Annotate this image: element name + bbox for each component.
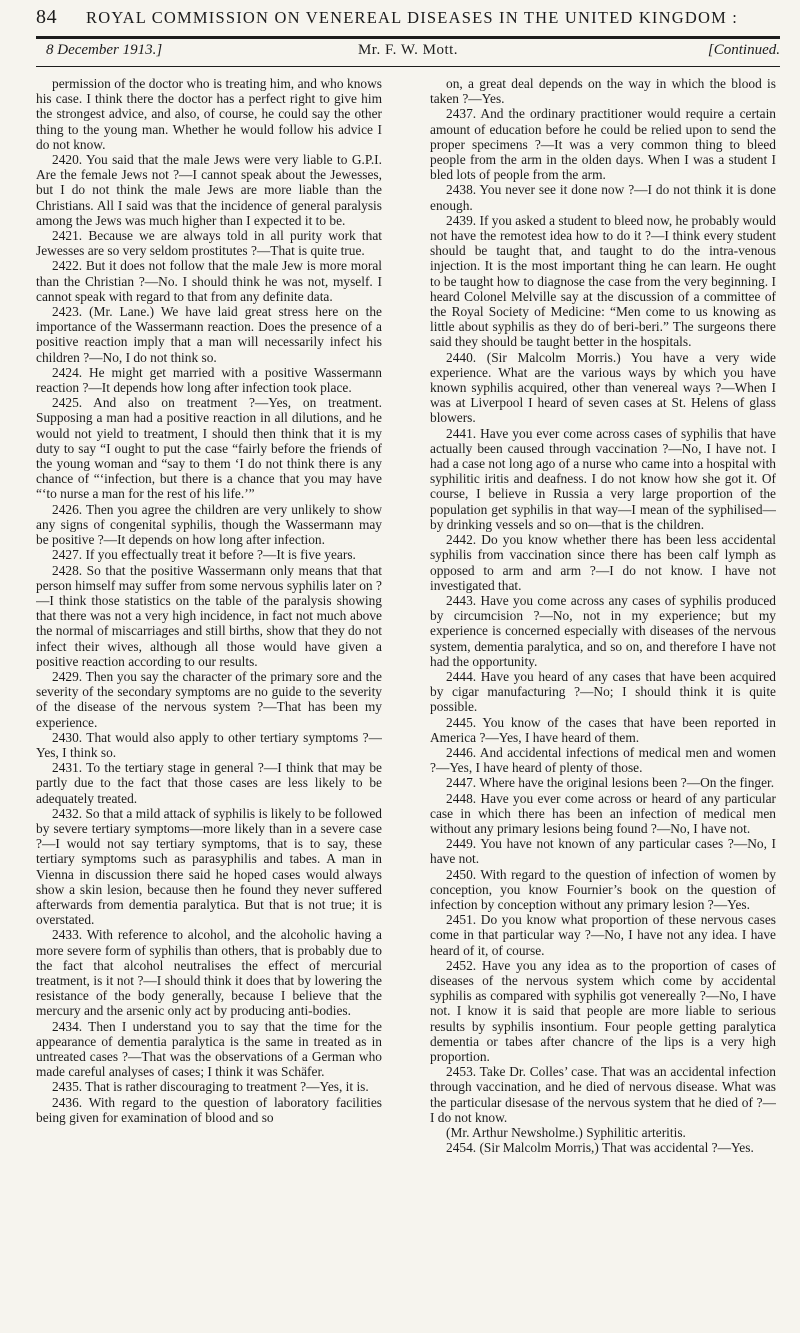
evidence-paragraph: 2426. Then you agree the children are very unlikely to show any signs of congenital syphilis, though the Wassermann may be positive ?—It depends on how long after infection.	[36, 501, 382, 548]
witness-name: Mr. F. W. Mott.	[357, 42, 459, 58]
left-column	[36, 76, 382, 1316]
evidence-paragraph: 2440. (Sir Malcolm Morris.) You have a very wide experience. What are the various ways by which you have known syphilis acquired, other than venereal ways ?—When I was at Liverpool I heard of seven cases at St. Helens of glass blowers.	[430, 349, 776, 426]
evidence-paragraph: 2424. He might get married with a positive Wassermann reaction ?—It depends how long after infection took place.	[36, 364, 382, 396]
sub-header-rule	[36, 66, 780, 67]
evidence-paragraph: 2453. Take Dr. Colles’ case. That was an accidental infection through vaccination, and he died of nervous disease. What was the particular disesase of the nervous system that he died of ?—I do not know.	[430, 1064, 776, 1125]
evidence-paragraph: 2431. To the tertiary stage in general ?—I think that may be partly due to the fact that those cases are less likely to be adequately treated.	[36, 760, 382, 806]
evidence-paragraph: 2436. With regard to the question of laboratory facilities being given for examination of blood and so	[36, 1094, 382, 1125]
evidence-paragraph: 2422. But it does not follow that the male Jew is more moral than the Christian ?—No. I should think he was not, myself. I cannot speak with regard to that from any definite data.	[36, 258, 382, 304]
sitting-date: 8 December 1913.]	[46, 42, 163, 58]
evidence-paragraph: on, a great deal depends on the way in which the blood is taken ?—Yes.	[430, 76, 776, 107]
evidence-paragraph: 2439. If you asked a student to bleed now, he probably would not have the remotest idea how to do it ?—I think every student should be taught that, and taught to do the intra-venous injection. It is the most important thing he can learn. He ought to be taught how to diagnose the case from the very beginning. I heard Colonel Melville say at the discussion of a committee of the Royal Society of Medicine: “Men come to us knowing as little about syphilis as they do of beri-beri.” The surgeons there said they should be taught better in the hospitals.	[430, 212, 776, 350]
evidence-paragraph: 2421. Because we are always told in all purity work that Jewesses are so very seldom prostitutes ?—That is quite true.	[36, 228, 382, 259]
header-rule	[36, 36, 780, 39]
evidence-paragraph: 2437. And the ordinary practitioner would require a certain amount of education before he could be relied upon to send the proper specimens ?—It was a very common thing to bleed people from the arm in the olden days. When I was a student I bled lots of people from the arm.	[430, 106, 776, 183]
evidence-paragraph: 2425. And also on treatment ?—Yes, on treatment. Supposing a man had a positive reaction in all dilutions, and he would not yield to treatment, I should then think that it is my duty to say “I ought to put the case “fairly before the friends of the young woman and “say to them ‘I do not think there is any chance of “‘infection, but there is a chance that you may have “‘to nurse a man for the rest of his life.’”	[36, 395, 382, 502]
evidence-paragraph: (Mr. Arthur Newsholme.) Syphilitic arteritis.	[446, 1125, 686, 1141]
evidence-paragraph: 2446. And accidental infections of medical men and women ?—Yes, I have heard of plenty of those.	[430, 744, 776, 776]
evidence-paragraph: 2434. Then I understand you to say that the time for the appearance of dementia paralytica is the same in treated as in untreated cases ?—That was the observations of a German who made careful analyses of cases; I think it was Schäfer.	[36, 1018, 382, 1080]
evidence-paragraph: 2429. Then you say the character of the primary sore and the severity of the secondary symptoms are no guide to the severity of the disease of the nervous system ?—That has been my experience.	[36, 668, 382, 730]
evidence-paragraph: 2447. Where have the original lesions been ?—On the finger.	[446, 775, 775, 791]
page-number: 84	[36, 6, 58, 28]
evidence-paragraph: 2443. Have you come across any cases of syphilis produced by circumcision ?—No, not in my experience; but my experience is concerned especially with diseases of the nervous system, dementia paralytica, and so on, and therefore I have not had the opportunity.	[430, 592, 776, 669]
continued-label: [Continued.	[707, 42, 780, 58]
evidence-paragraph: 2433. With reference to alcohol, and the alcoholic having a more severe form of syphilis than others, that is probably due to the fact that alcohol neutralises the effect of mercurial treatment, is it not ?—I should think it does that by lowering the resistance of the body generally, because I believe that the mercury and the arsenic only act by producing anti-bodies.	[36, 927, 382, 1019]
evidence-paragraph: 2451. Do you know what proportion of these nervous cases come in that particular way ?—No, I have not any idea. I have heard of it, of course.	[430, 912, 776, 958]
evidence-paragraph: 2441. Have you ever come across cases of syphilis that have actually been caused through vaccination ?—No, I have not. I had a case not long ago of a nurse who came into a hospital with syphilitic iritis and deafness. I do not know how she got it. Of course, I believe in Russia a very large proportion of the population get syphilis in that way—I mean of the syphilised—by drinking vessels and so on—that is the children.	[430, 425, 776, 532]
running-header	[36, 6, 780, 36]
evidence-paragraph: 2452. Have you any idea as to the proportion of cases of diseases of the nervous system which come by accidental syphilis as compared with syphilis got venereally ?—No, I have not. I know it is said that people are more liable to serious results by syphilis insontium. Four people getting paralytica dementia or tabes after chancre of the lips is a very high proportion.	[430, 957, 776, 1064]
evidence-paragraph: 2432. So that a mild attack of syphilis is likely to be followed by severe tertiary symptoms—more likely than in a severe case ?—I would not say tertiary symptoms, that is to say, these tertiary symptoms such as parasyphilis and tabes. A man in Vienna in discussion there said he hoped cases would always show a skin lesion, because then he found they never suffered afterwards from dementia paralytica. But that is not true; it is overstated.	[36, 805, 382, 928]
evidence-paragraph: 2420. You said that the male Jews were very liable to G.P.I. Are the female Jews not ?—I cannot speak about the Jewesses, but I do not think the male Jews are more liable than the Christians. All I said was that the incidence of general paralysis among the Jews was much higher than I expected it to be.	[36, 152, 382, 228]
evidence-paragraph: 2428. So that the positive Wassermann only means that that person himself may suffer from some nervous syphilis later on ?—I think those statistics on the table of the paralysis showing that there was not a very high incidence, in fact not much above the normal of miscarriages and still births, show that they do not infect their wives, although all those would have given a positive reaction according to our results.	[36, 562, 382, 669]
evidence-paragraph: 2430. That would also apply to other tertiary symptoms ?—Yes, I think so.	[36, 729, 382, 760]
evidence-paragraph: 2444. Have you heard of any cases that have been acquired by cigar manufacturing ?—No; I should think it is quite possible.	[430, 668, 776, 715]
sub-header	[36, 42, 780, 64]
evidence-paragraph: 2449. You have not known of any particular cases ?—No, I have not.	[430, 836, 776, 867]
evidence-paragraph: 2423. (Mr. Lane.) We have laid great stress here on the importance of the Wassermann reaction. Does the presence of a positive reaction imply that a man will necessarily infect his children ?—No, I do not think so.	[36, 304, 382, 365]
evidence-paragraph: 2438. You never see it done now ?—I do not think it is done enough.	[430, 182, 776, 213]
evidence-paragraph: 2442. Do you know whether there has been less accidental syphilis from vaccination since there has been calf lymph as opposed to arm and arm ?—I do not know. I have not investigated that.	[430, 532, 776, 593]
right-column	[430, 76, 776, 1316]
evidence-paragraph: permission of the doctor who is treating him, and who knows his case. I think there the doctor has a perfect right to give him the strongest advice, and also, of course, he could say the other thing to the young man. Whether he would follow his advice I do not know.	[36, 76, 382, 152]
evidence-paragraph: 2445. You know of the cases that have been reported in America ?—Yes, I have heard of them.	[430, 714, 776, 745]
evidence-paragraph: 2448. Have you ever come across or heard of any particular case in which there has been an infection of medical men without any primary lesions being found ?—No, I have not.	[430, 790, 776, 836]
evidence-paragraph: 2450. With regard to the question of infection of women by conception, you know Fournier’s book on the question of infection by conception without any primary lesion ?—Yes.	[430, 866, 776, 912]
evidence-paragraph: 2454. (Sir Malcolm Morris,) That was accidental ?—Yes.	[446, 1140, 754, 1156]
running-title: ROYAL COMMISSION ON VENEREAL DISEASES IN THE UNITED KINGDOM :	[86, 8, 739, 27]
evidence-paragraph: 2435. That is rather discouraging to treatment ?—Yes, it is.	[52, 1079, 369, 1095]
evidence-paragraph: 2427. If you effectually treat it before ?—It is five years.	[52, 547, 356, 563]
